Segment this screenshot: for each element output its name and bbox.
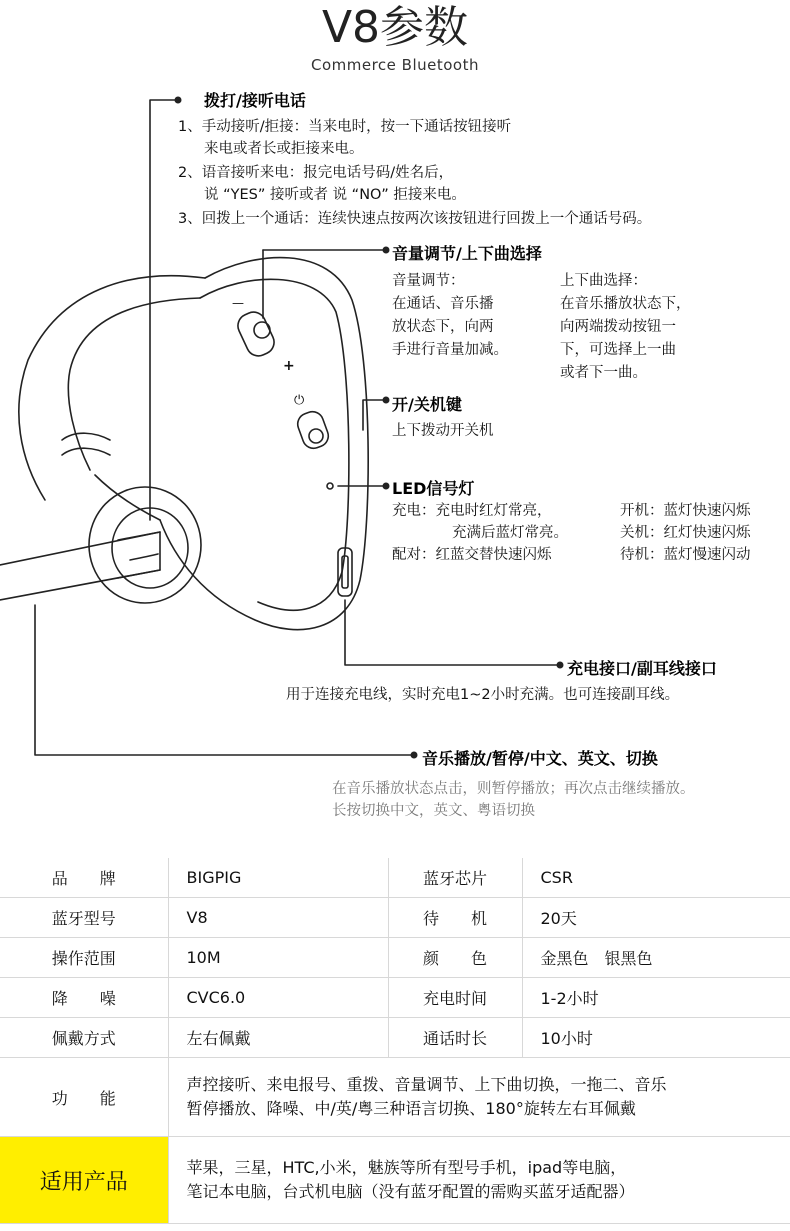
volume-right-line: 上下曲选择：	[560, 273, 647, 289]
table-row	[0, 858, 790, 898]
table-row	[0, 938, 790, 978]
function-line: 声控接听、来电报号、重拨、音量调节、上下曲切换，一拖二、音乐	[186, 1075, 667, 1094]
table-row	[0, 978, 790, 1018]
spec-value: CVC6.0	[168, 978, 388, 1018]
spec-label: 待 机	[388, 898, 522, 938]
call-section-title: 拨打/接听电话	[204, 91, 306, 110]
volume-right-line: 下，可选择上一曲	[560, 342, 676, 358]
charge-section-title: 充电接口/副耳线接口	[567, 659, 717, 678]
volume-left-line: 手进行音量加减。	[392, 342, 508, 358]
spec-value: 10M	[168, 938, 388, 978]
table-row-function	[0, 1058, 790, 1137]
volume-left-line: 放状态下，向两	[392, 319, 494, 335]
spec-label: 操作范围	[0, 938, 168, 978]
power-section-title: 开/关机键	[392, 395, 462, 414]
led-left-line: 配对：红蓝交替快速闪烁	[392, 547, 552, 563]
volume-right-block	[560, 270, 691, 385]
call-line-3: 2、语音接听来电：报完电话号码/姓名后，	[178, 165, 454, 181]
function-label: 功 能	[0, 1058, 168, 1137]
led-right-line: 待机：蓝灯慢速闪动	[620, 547, 751, 563]
volume-left-line: 音量调节：	[392, 273, 465, 289]
volume-right-line: 或者下一曲。	[560, 365, 647, 381]
function-value	[168, 1058, 790, 1137]
call-line-4: 说 “YES” 接听或者 说 “NO” 拒接来电。	[204, 187, 466, 203]
volume-right-line: 在音乐播放状态下，	[560, 296, 691, 312]
spec-label: 降 噪	[0, 978, 168, 1018]
volume-left-line: 在通话、音乐播	[392, 296, 494, 312]
spec-label: 充电时间	[388, 978, 522, 1018]
spec-value: V8	[168, 898, 388, 938]
music-line: 在音乐播放状态点击，则暂停播放；再次点击继续播放。	[332, 781, 695, 797]
call-line-5: 3、回拨上一个通话：连续快速点按两次该按钮进行回拨上一个通话号码。	[178, 211, 652, 227]
led-left-line: 充满后蓝灯常亮。	[452, 525, 568, 541]
spec-table	[0, 858, 790, 1224]
spec-value: 20天	[522, 898, 790, 938]
table-row	[0, 1018, 790, 1058]
apply-line: 笔记本电脑，台式机电脑（没有蓝牙配置的需购买蓝牙适配器）	[186, 1182, 635, 1201]
table-row-apply	[0, 1137, 790, 1224]
apply-line: 苹果，三星，HTC,小米，魅族等所有型号手机，ipad等电脑，	[186, 1158, 627, 1177]
apply-value	[168, 1137, 790, 1224]
spec-label: 品 牌	[0, 858, 168, 898]
function-line: 暂停播放、降噪、中/英/粤三种语言切换、180°旋转左右耳佩戴	[186, 1099, 636, 1118]
music-line: 长按切换中文，英文、粤语切换	[332, 803, 535, 819]
call-line-2: 来电或者长或拒接来电。	[204, 141, 364, 157]
volume-section-title: 音量调节/上下曲选择	[392, 244, 542, 263]
minus-label: —	[232, 296, 244, 310]
spec-label: 佩戴方式	[0, 1018, 168, 1058]
spec-value: 10小时	[522, 1018, 790, 1058]
spec-label: 蓝牙芯片	[388, 858, 522, 898]
led-right-line: 开机：蓝灯快速闪烁	[620, 503, 751, 519]
spec-value: 左右佩戴	[168, 1018, 388, 1058]
power-icon: ⏻	[294, 393, 305, 408]
spec-value: 1-2小时	[522, 978, 790, 1018]
music-section-title: 音乐播放/暂停/中文、英文、切换	[422, 749, 658, 768]
volume-left-block	[392, 270, 508, 362]
apply-label: 适用产品	[0, 1137, 168, 1224]
spec-value: BIGPIG	[168, 858, 388, 898]
spec-value: CSR	[522, 858, 790, 898]
power-line: 上下拨动开关机	[392, 423, 494, 439]
spec-label: 通话时长	[388, 1018, 522, 1058]
spec-value: 金黑色 银黑色	[522, 938, 790, 978]
spec-label: 颜 色	[388, 938, 522, 978]
charge-line: 用于连接充电线，实时充电1~2小时充满。也可连接副耳线。	[286, 687, 680, 703]
plus-label: +	[283, 358, 295, 374]
led-left-line: 充电：充电时红灯常亮，	[392, 503, 552, 519]
led-section-title: LED信号灯	[392, 479, 475, 498]
led-right-line: 关机：红灯快速闪烁	[620, 525, 751, 541]
volume-right-line: 向两端拨动按钮一	[560, 319, 676, 335]
spec-label: 蓝牙型号	[0, 898, 168, 938]
page-subtitle: Commerce Bluetooth	[310, 56, 479, 74]
page-title: V8参数	[321, 2, 469, 53]
call-line-1: 1、手动接听/拒接：当来电时，按一下通话按钮接听	[178, 119, 512, 135]
table-row	[0, 898, 790, 938]
